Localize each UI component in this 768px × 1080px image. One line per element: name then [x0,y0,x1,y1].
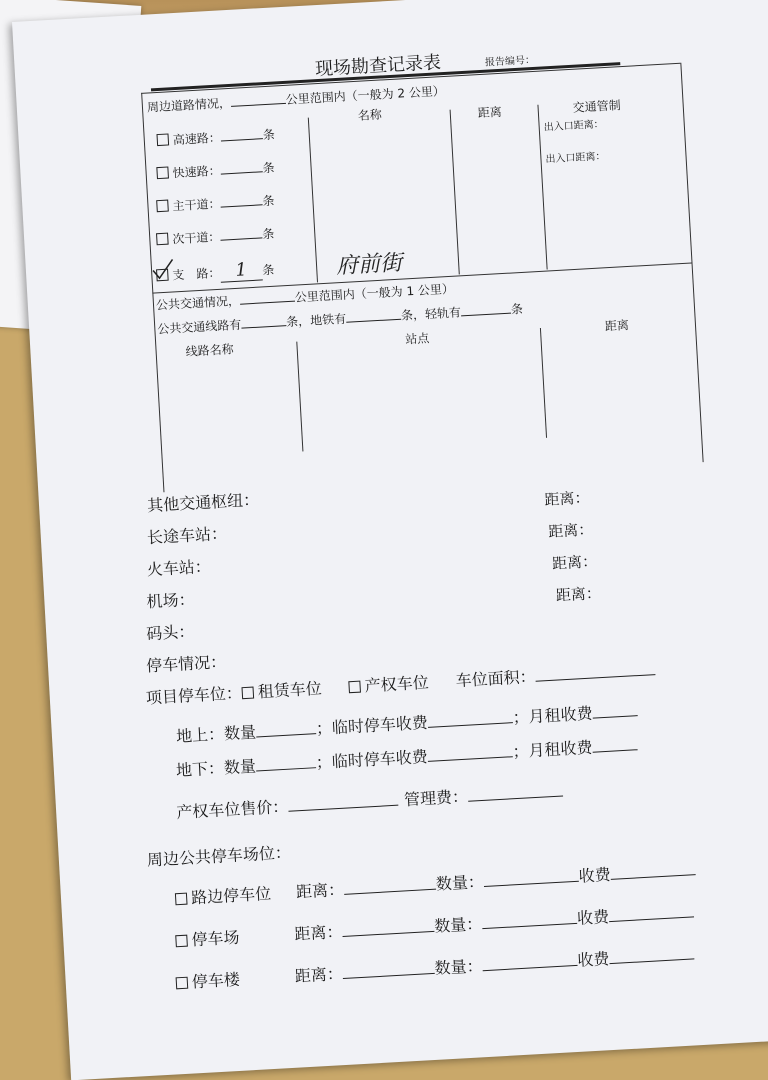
underground-parking-row: 地下：数量 ；临时停车收费 ；月租收费 [175,732,638,781]
hub-airport: 机场： [146,589,196,612]
public-parking-garage: 停车楼 距离： 数量： 收费 [175,941,695,993]
own-checkbox[interactable] [348,681,361,694]
transit-divider-2 [540,328,547,438]
property-parking-row: 产权车位售价： 管理费： [176,778,564,823]
public-parking-street: 路边停车位 距离： 数量： 收费 [174,857,696,909]
hub-port: 码头： [145,621,195,644]
form-title: 现场勘查记录表 [314,52,442,81]
expressway-checkbox[interactable] [156,166,169,179]
hub-port-distance: 距离： [555,584,602,605]
parking-heading: 停车情况： [145,652,227,676]
branch-count: 1 [220,258,263,282]
report-number-label: 报告编号： [484,54,536,69]
exit-distance-1: 出入口距离： [543,119,604,134]
transit-divider-1 [296,342,303,452]
check-mark-icon [150,257,175,280]
parking-lot-checkbox[interactable] [175,935,188,948]
branch-checkbox[interactable] [156,269,169,282]
public-parking-heading: 周边公共停车场位： [146,842,292,870]
road-heading: 周边道路情况， 公里范围内（一般为 2 公里） [146,83,446,115]
road-item-secondary: 次干道： 条 [156,225,275,249]
hub-bus-station: 长途车站： [146,523,228,548]
road-item-arterial: 主干道： 条 [156,192,275,216]
road-col-divider-2 [450,110,460,275]
street-parking-checkbox[interactable] [175,893,188,906]
hub-train-station: 火车站： [146,556,212,580]
transit-col-distance: 距离 [604,318,630,334]
road-col-divider-1 [308,118,318,283]
hub-airport-distance: 距离： [551,552,598,573]
hub-bus-distance: 距离： [544,488,590,510]
hubs-heading: 其他交通枢纽： [146,489,260,516]
secondary-checkbox[interactable] [156,233,169,246]
road-item-expressway: 快速路： 条 [156,159,275,183]
transit-col-station: 站点 [404,331,430,347]
handwritten-road-name: 府前街 [335,250,403,280]
public-parking-lot: 停车场 距离： 数量： 收费 [175,899,695,951]
project-parking-row: 项目停车位： 租赁车位 产权车位 车位面积： [145,657,656,708]
highway-checkbox[interactable] [156,133,169,146]
road-col-name: 名称 [357,107,383,123]
transit-col-line: 线路名称 [185,342,235,359]
rent-checkbox[interactable] [242,687,255,700]
ground-parking-row: 地上：数量 ；临时停车收费 ；月租收费 [175,698,638,747]
parking-garage-checkbox[interactable] [176,977,189,990]
transit-heading: 公共交通情况， 公里范围内（一般为 1 公里） [155,281,455,313]
road-col-traffic: 交通管制 [572,98,621,115]
exit-distance-2: 出入口距离： [545,151,606,166]
road-col-distance: 距离 [477,104,503,121]
transit-lines: 公共交通线路有 条，地铁有 条，轻轨有 条 [156,301,524,337]
road-item-highway: 高速路： 条 [156,126,275,150]
survey-form-paper [12,0,768,1080]
road-item-branch: 支 路： 1 条 [156,258,275,287]
arterial-checkbox[interactable] [156,200,169,213]
hub-train-distance: 距离： [547,520,594,541]
